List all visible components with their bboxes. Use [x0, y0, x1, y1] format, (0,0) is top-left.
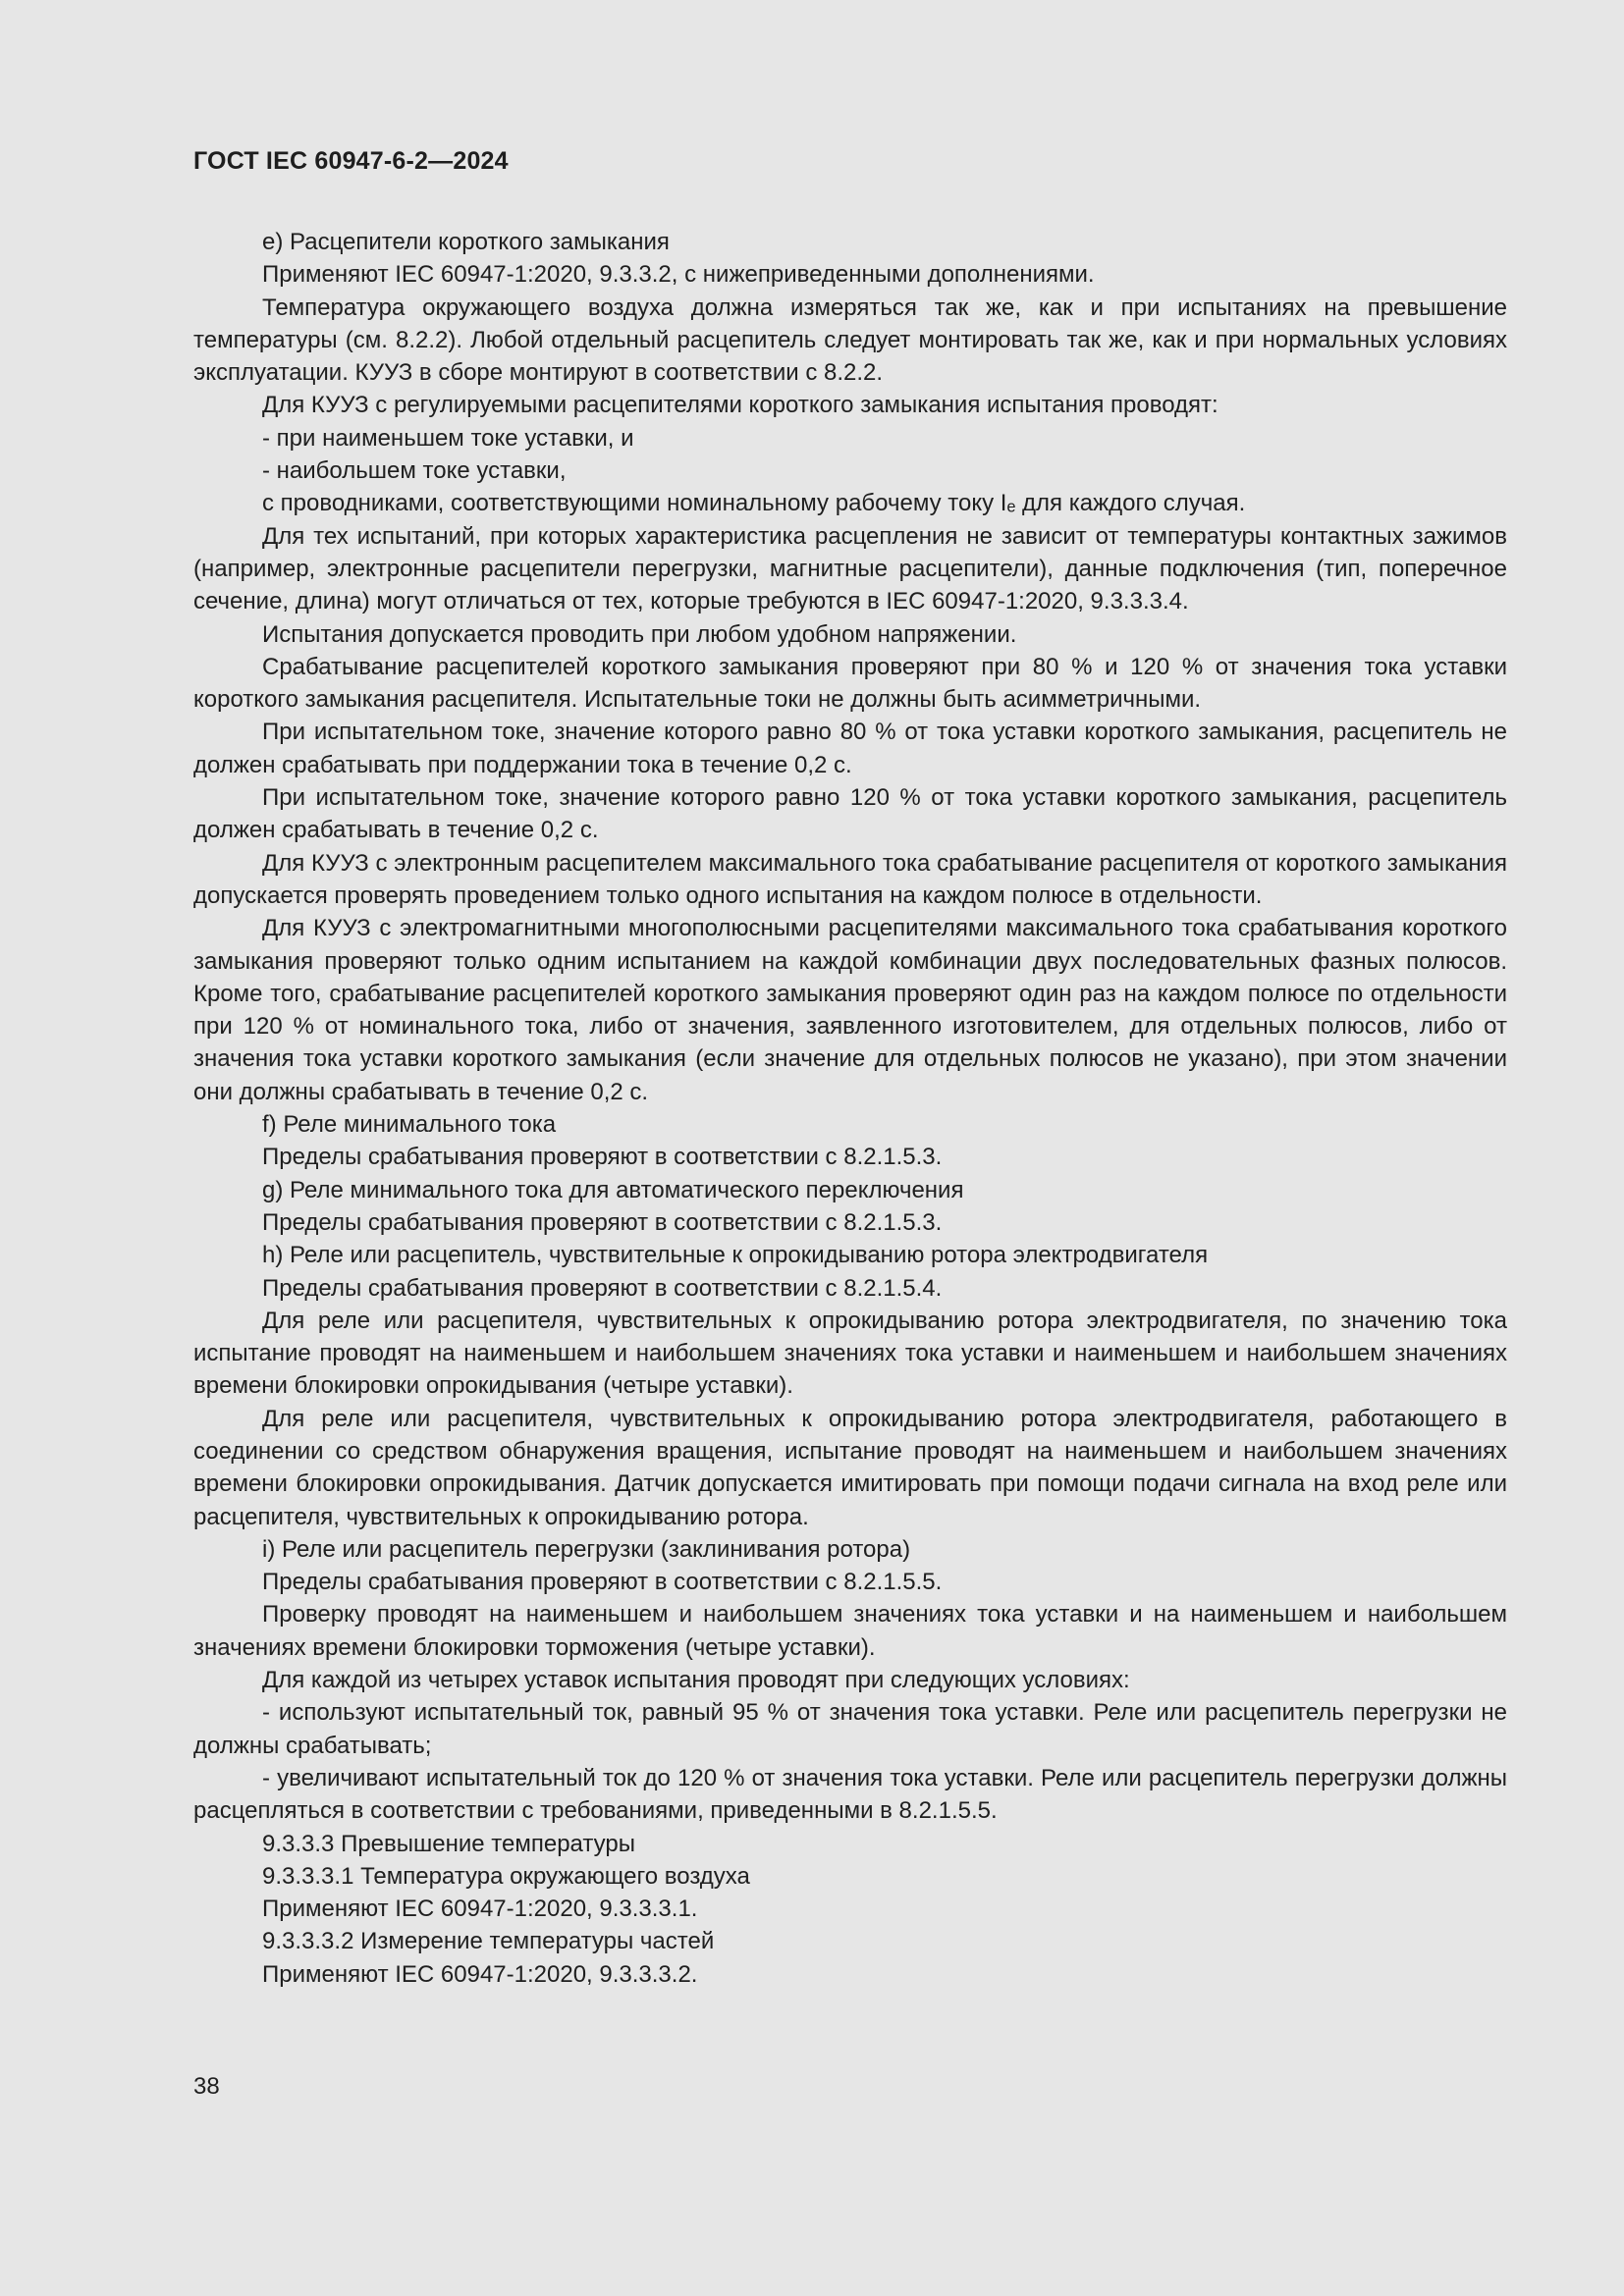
paragraph: Для тех испытаний, при которых характеристика расцепления не зависит от температуры контактных зажимов (например, электронные расцепители перегрузки, магнитные расцепители), данные подключения (тип, поперечное сечение, длина) могут отличаться от тех, которые требуются в IEC 60947-1:2020, 9.3.3.3.4.: [193, 522, 1507, 615]
paragraph: f) Реле минимального тока: [262, 1111, 557, 1139]
document-header: ГОСТ IEC 60947-6-2—2024: [193, 147, 509, 175]
paragraph: Срабатывание расцепителей короткого замыкания проверяют при 80 % и 120 % от значения тока уставки короткого замыкания расцепителя. Испытательные токи не должны быть асимметричными.: [193, 653, 1507, 714]
paragraph: - используют испытательный ток, равный 95 % от значения тока уставки. Реле или расцепитель перегрузки не должны срабатывать;: [193, 1699, 1507, 1759]
paragraph: Применяют IEC 60947-1:2020, 9.3.3.2, с нижеприведенными дополнениями.: [262, 261, 1095, 289]
paragraph: При испытательном токе, значение которого равно 120 % от тока уставки короткого замыкания, расцепитель должен срабатывать в течение 0,2 с.: [193, 784, 1507, 844]
paragraph: Испытания допускается проводить при любом удобном напряжении.: [262, 620, 1017, 648]
paragraph: i) Реле или расцепитель перегрузки (заклинивания ротора): [262, 1535, 911, 1563]
paragraph: g) Реле минимального тока для автоматического переключения: [262, 1176, 964, 1203]
paragraph: При испытательном токе, значение которого равно 80 % от тока уставки короткого замыкания, расцепитель не должен срабатывать при поддержании тока в течение 0,2 с.: [193, 719, 1507, 778]
paragraph: 9.3.3.3.1 Температура окружающего воздуха: [262, 1862, 750, 1890]
paragraph: Пределы срабатывания проверяют в соответствии с 8.2.1.5.5.: [262, 1569, 943, 1596]
paragraph: e) Расцепители короткого замыкания: [262, 229, 670, 255]
paragraph: Для КУУЗ с электромагнитными многополюсными расцепителями максимального тока срабатывания короткого замыкания проверяют только одним испытанием на каждой комбинации двух последовательных фазных полюсов. Кроме того, срабатывание расцепителей короткого замыкания проверяют один раз на каждом полюсе по отдельности при 120 % от номинального тока, либо от значения, заявленного изготовителем, для отдельных полюсов, либо от значения тока уставки короткого замыкания (если значение для отдельных полюсов не указано), при этом значении они должны срабатывать в течение 0,2 с.: [193, 915, 1507, 1105]
page-number: 38: [193, 2073, 220, 2100]
paragraph: Применяют IEC 60947-1:2020, 9.3.3.3.2.: [262, 1960, 698, 1988]
paragraph: h) Реле или расцепитель, чувствительные к опрокидыванию ротора электродвигателя: [262, 1242, 1209, 1269]
paragraph: - увеличивают испытательный ток до 120 % от значения тока уставки. Реле или расцепитель перегрузки должны расцепляться в соответствии с требованиями, приведенными в 8.2.1.5.5.: [193, 1764, 1507, 1825]
paragraph: - при наименьшем токе уставки, и: [262, 424, 634, 452]
paragraph: Для реле или расцепителя, чувствительных к опрокидыванию ротора электродвигателя, работающего в соединении со средством обнаружения вращения, испытание проводят на наименьшем и наибольшем значениях времени блокировки опрокидывания. Датчик допускается имитировать при помощи подачи сигнала на вход реле или расцепителя, чувствительных к опрокидыванию ротора.: [193, 1405, 1507, 1530]
paragraph: Применяют IEC 60947-1:2020, 9.3.3.3.1.: [262, 1896, 698, 1923]
paragraph: Проверку проводят на наименьшем и наибольшем значениях тока уставки и на наименьшем и наибольшем значениях времени блокировки торможения (четыре уставки).: [193, 1601, 1507, 1661]
paragraph: с проводниками, соответствующими номинальному рабочему току Iₑ для каждого случая.: [262, 490, 1246, 517]
paragraph: Для КУУЗ с регулируемыми расцепителями короткого замыкания испытания проводят:: [262, 392, 1218, 419]
paragraph: Пределы срабатывания проверяют в соответствии с 8.2.1.5.3.: [262, 1208, 943, 1236]
paragraph: Температура окружающего воздуха должна измеряться так же, как и при испытаниях на превышение температуры (см. 8.2.2). Любой отдельный расцепитель следует монтировать так же, как и при нормальных условиях эксплуатации. КУУЗ в сборе монтируют в соответствии с 8.2.2.: [193, 294, 1507, 387]
document-body: [193, 226, 1507, 1991]
paragraph: 9.3.3.3.2 Измерение температуры частей: [262, 1928, 715, 1955]
paragraph: Пределы срабатывания проверяют в соответствии с 8.2.1.5.4.: [262, 1274, 943, 1302]
paragraph: - наибольшем токе уставки,: [262, 457, 567, 485]
paragraph: Для КУУЗ с электронным расцепителем максимального тока срабатывание расцепителя от короткого замыкания допускается проверять проведением только одного испытания на каждом полюсе в отдельности.: [193, 849, 1507, 909]
paragraph: Для каждой из четырех уставок испытания проводят при следующих условиях:: [262, 1667, 1130, 1694]
paragraph: Для реле или расцепителя, чувствительных к опрокидыванию ротора электродвигателя, по значению тока испытание проводят на наименьшем и наибольшем значениях тока уставки и наименьшем и наибольшем значениях времени блокировки опрокидывания (четыре уставки).: [193, 1307, 1507, 1400]
paragraph: 9.3.3.3 Превышение температуры: [262, 1830, 635, 1857]
paragraph: Пределы срабатывания проверяют в соответствии с 8.2.1.5.3.: [262, 1144, 943, 1171]
